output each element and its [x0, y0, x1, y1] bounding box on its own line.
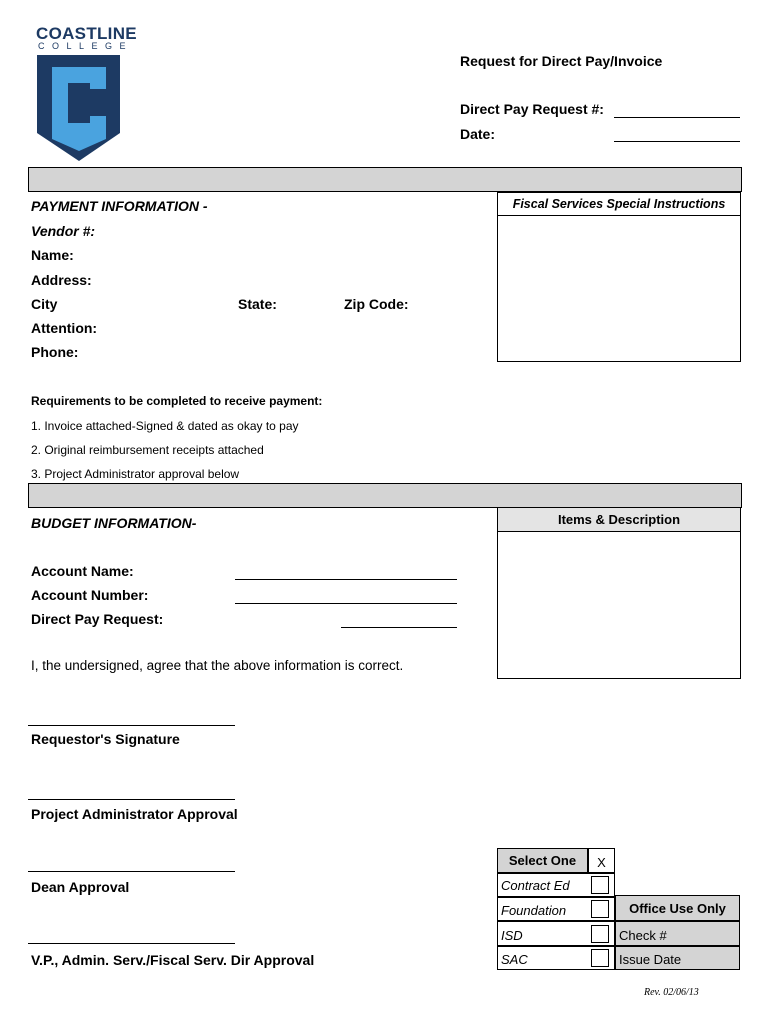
request-number-label: Direct Pay Request #:: [460, 101, 604, 117]
office-use-title: Office Use Only: [629, 901, 726, 916]
phone-label: Phone:: [31, 344, 79, 360]
requirement-item: 1. Invoice attached-Signed & dated as okay to pay: [31, 419, 299, 433]
requestor-signature-line[interactable]: [28, 725, 235, 726]
shield-c-icon: [34, 53, 126, 163]
select-option-label: Contract Ed: [501, 878, 570, 893]
requirement-item: 3. Project Administrator approval below: [31, 467, 240, 481]
dean-signature-line[interactable]: [28, 871, 235, 872]
select-one-title: Select One: [508, 853, 577, 868]
requirement-item: 2. Original reimbursement receipts attached: [31, 443, 264, 457]
logo-name-top: COASTLINE: [36, 24, 137, 43]
account-number-field[interactable]: [235, 603, 457, 604]
foundation-checkbox[interactable]: [591, 900, 609, 918]
name-label: Name:: [31, 247, 74, 263]
account-name-field[interactable]: [235, 579, 457, 580]
items-description-header: [498, 508, 740, 532]
isd-checkbox[interactable]: [591, 925, 609, 943]
college-logo: [34, 24, 137, 164]
account-number-label: Account Number:: [31, 587, 149, 603]
logo-name-bottom: COLLEGE: [38, 41, 134, 51]
direct-pay-label: Direct Pay Request:: [31, 611, 164, 627]
vendor-label: Vendor #:: [31, 223, 96, 239]
issue-date-cell[interactable]: [615, 946, 740, 970]
select-option-label: ISD: [501, 928, 523, 943]
x-column-header: [588, 848, 615, 873]
agreement-text: I, the undersigned, agree that the above information is correct.: [31, 658, 404, 673]
direct-pay-field[interactable]: [341, 627, 457, 628]
sac-checkbox[interactable]: [591, 949, 609, 967]
requirements-heading: Requirements to be completed to receive payment:: [31, 394, 323, 408]
section-divider-payment: [28, 167, 742, 192]
city-label: City: [31, 296, 58, 312]
select-option-label: SAC: [501, 952, 528, 967]
budget-section-title: BUDGET INFORMATION-: [31, 515, 197, 531]
zip-label: Zip Code:: [344, 296, 409, 312]
fiscal-instructions-header: [498, 193, 740, 216]
fiscal-instructions-box[interactable]: [497, 192, 741, 362]
contract-ed-checkbox[interactable]: [591, 876, 609, 894]
check-number-cell[interactable]: [615, 921, 740, 946]
section-divider-budget: [28, 483, 742, 508]
select-option-label: Foundation: [501, 903, 567, 918]
fiscal-instructions-title: Fiscal Services Special Instructions: [512, 197, 726, 211]
dean-signature-label: Dean Approval: [31, 879, 130, 895]
form-title: Request for Direct Pay/Invoice: [460, 53, 663, 69]
requestor-signature-label: Requestor's Signature: [31, 731, 180, 747]
attention-label: Attention:: [31, 320, 98, 336]
payment-section-title: PAYMENT INFORMATION -: [31, 198, 208, 214]
date-field[interactable]: [614, 141, 740, 142]
items-description-title: Items & Description: [557, 512, 681, 527]
request-number-field[interactable]: [614, 117, 740, 118]
state-label: State:: [238, 296, 277, 312]
check-number-label: Check #: [619, 928, 667, 943]
address-label: Address:: [31, 272, 92, 288]
issue-date-label: Issue Date: [619, 952, 682, 967]
date-label: Date:: [460, 126, 496, 142]
x-header-label: X: [597, 855, 606, 870]
vp-signature-line[interactable]: [28, 943, 235, 944]
project-admin-signature-label: Project Administrator Approval: [31, 806, 238, 822]
vp-signature-label: V.P., Admin. Serv./Fiscal Serv. Dir Approval: [31, 952, 315, 968]
items-description-box[interactable]: [497, 507, 741, 679]
account-name-label: Account Name:: [31, 563, 134, 579]
project-admin-signature-line[interactable]: [28, 799, 235, 800]
select-one-header: [497, 848, 588, 873]
revision-date: Rev. 02/06/13: [644, 987, 699, 998]
office-use-header: [615, 895, 740, 921]
